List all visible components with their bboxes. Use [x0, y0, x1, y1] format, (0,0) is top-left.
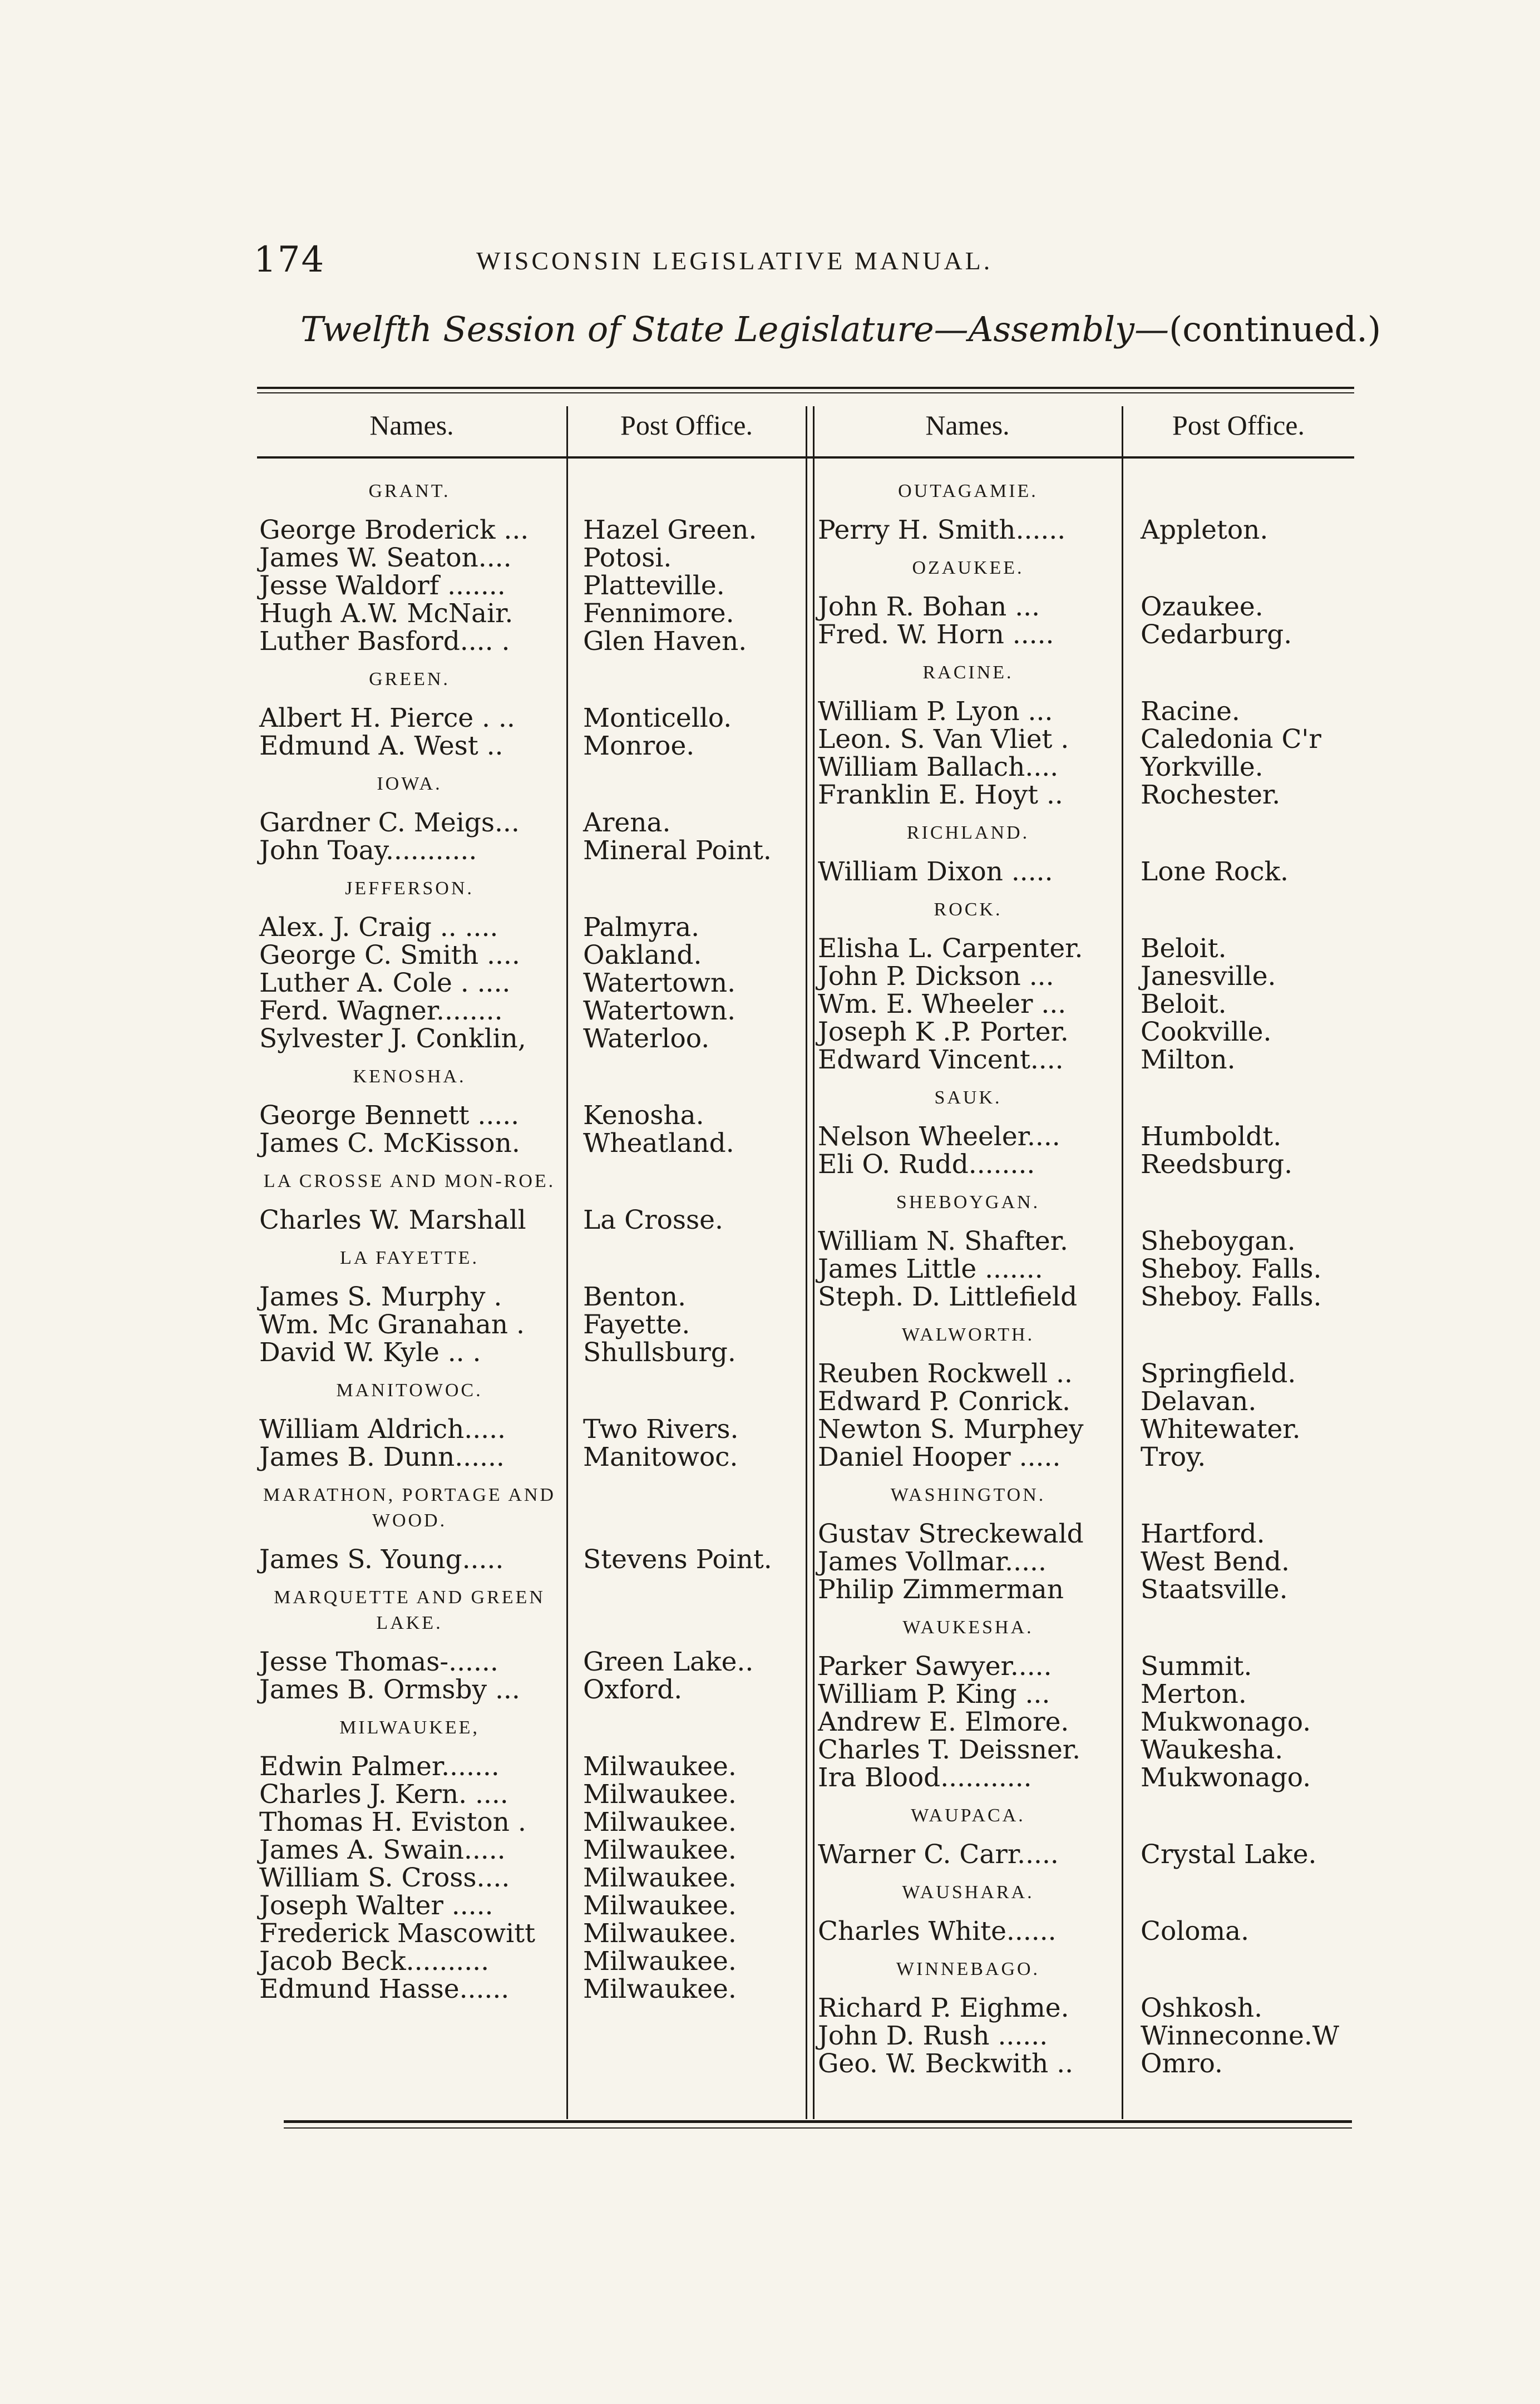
post-office: West Bend. [1141, 1546, 1290, 1577]
member-row [259, 1311, 801, 1339]
post-office: Staatsville. [1141, 1574, 1288, 1605]
post-office: Shullsburg. [583, 1337, 736, 1368]
post-office: Milton. [1141, 1045, 1236, 1075]
post-office: Coloma. [1141, 1916, 1250, 1947]
member-row [818, 1764, 1352, 1792]
header-names-right: Names. [925, 410, 1010, 441]
member-name: James W. Seaton.... [259, 543, 512, 573]
member-name: James A. Swain..... [259, 1835, 506, 1865]
member-name: George Broderick ... [259, 515, 529, 545]
post-office: Milwaukee. [583, 1918, 737, 1949]
post-office: Potosi. [583, 543, 672, 573]
member-name: John R. Bohan ... [818, 592, 1040, 622]
member-name: James Vollmar..... [818, 1546, 1047, 1577]
post-office: Reedsburg. [1141, 1149, 1293, 1180]
member-name: John Toay........... [259, 835, 477, 866]
member-name: Thomas H. Eviston . [259, 1807, 526, 1838]
member-row [818, 1736, 1352, 1764]
member-row [259, 1920, 801, 1948]
member-row [818, 935, 1352, 963]
post-office: Winneconne.W [1141, 2021, 1340, 2051]
county-heading: RACINE. [922, 662, 1014, 683]
post-office: Oxford. [583, 1674, 683, 1705]
member-name: Parker Sawyer..... [818, 1651, 1052, 1682]
county-heading: WAUKESHA. [902, 1617, 1034, 1638]
member-name: James C. McKisson. [259, 1128, 520, 1159]
member-name: Joseph K .P. Porter. [818, 1017, 1069, 1047]
member-name: Newton S. Murphey [818, 1414, 1084, 1445]
member-row [259, 1339, 801, 1367]
member-name: William Aldrich..... [259, 1414, 506, 1445]
post-office: Hartford. [1141, 1519, 1265, 1549]
member-name: Philip Zimmerman [818, 1574, 1064, 1605]
member-name: Hugh A.W. McNair. [259, 598, 514, 629]
member-name: James B. Ormsby ... [259, 1674, 520, 1705]
post-office: Rochester. [1141, 780, 1281, 810]
post-office: Mukwonago. [1141, 1707, 1311, 1737]
member-name: Gardner C. Meigs... [259, 807, 520, 838]
post-office: Two Rivers. [583, 1414, 739, 1445]
post-office: Milwaukee. [583, 1835, 737, 1865]
post-office: Arena. [583, 807, 671, 838]
county-heading: MARATHON, PORTAGE AND WOOD. [263, 1485, 556, 1531]
member-name: Warner C. Carr..... [818, 1839, 1059, 1870]
table-subtitle [300, 309, 1381, 349]
page-number: 174 [254, 239, 325, 280]
member-row [818, 781, 1352, 809]
member-row [259, 1948, 801, 1976]
post-office: Waukesha. [1141, 1735, 1284, 1765]
member-name: Edward Vincent.... [818, 1045, 1064, 1075]
member-name: George Bennett ..... [259, 1100, 520, 1131]
post-office: Cedarburg. [1141, 619, 1292, 650]
member-name: Edmund A. West .. [259, 731, 504, 761]
member-row [259, 705, 801, 732]
member-row [818, 1918, 1352, 1945]
member-row [818, 1708, 1352, 1736]
post-office: Sheboy. Falls. [1141, 1282, 1322, 1312]
member-row [818, 1548, 1352, 1576]
member-name: Charles White...... [818, 1916, 1057, 1947]
member-row [818, 1681, 1352, 1708]
post-office: Benton. [583, 1282, 687, 1312]
member-row [259, 1864, 801, 1892]
member-row [259, 1206, 801, 1234]
right-member-column [818, 479, 1352, 2078]
member-row [259, 1836, 801, 1864]
post-office: Troy. [1141, 1442, 1206, 1472]
page-header [254, 239, 1177, 289]
member-row [259, 1130, 801, 1157]
post-office: Racine. [1141, 696, 1240, 727]
post-office: Springfield. [1141, 1358, 1296, 1389]
member-row [818, 1360, 1352, 1388]
member-row [818, 1520, 1352, 1548]
county-heading: KENOSHA. [353, 1066, 466, 1087]
post-office: Sheboy. Falls. [1141, 1254, 1322, 1284]
post-office: Caledonia C'r [1141, 724, 1321, 755]
member-row [818, 1444, 1352, 1471]
member-name: Richard P. Eighme. [818, 1993, 1069, 2023]
member-name: William Ballach.... [818, 752, 1059, 782]
member-row [818, 621, 1352, 649]
member-name: David W. Kyle .. . [259, 1337, 481, 1368]
member-name: James B. Dunn...... [259, 1442, 505, 1472]
member-row [259, 914, 801, 942]
member-name: Perry H. Smith...... [818, 515, 1066, 545]
county-heading: GRANT. [368, 481, 451, 501]
member-name: Reuben Rockwell .. [818, 1358, 1073, 1389]
member-row [818, 1283, 1352, 1311]
member-name: Charles W. Marshall [259, 1205, 526, 1235]
post-office: Humboldt. [1141, 1121, 1282, 1152]
member-row [259, 572, 801, 600]
table-top-rule [257, 387, 1354, 393]
county-heading: WAUSHARA. [902, 1882, 1034, 1903]
post-office: Summit. [1141, 1651, 1252, 1682]
member-name: Eli O. Rudd........ [818, 1149, 1035, 1180]
member-name: James S. Young..... [259, 1544, 504, 1575]
member-row [259, 628, 801, 656]
member-row [259, 600, 801, 628]
member-row [259, 1648, 801, 1676]
county-heading: WALWORTH. [901, 1324, 1035, 1345]
member-row [818, 516, 1352, 544]
county-heading: LA CROSSE AND MON-ROE. [263, 1171, 556, 1191]
member-name: John P. Dickson ... [818, 961, 1054, 992]
member-row [818, 1994, 1352, 2022]
member-name: Fred. W. Horn ..... [818, 619, 1054, 650]
post-office: Milwaukee. [583, 1807, 737, 1838]
member-name: William P. King ... [818, 1679, 1050, 1710]
post-office: Milwaukee. [583, 1863, 737, 1893]
post-office: Milwaukee. [583, 1974, 737, 2004]
member-row [259, 1892, 801, 1920]
member-name: Luther A. Cole . .... [259, 968, 511, 998]
post-office: Stevens Point. [583, 1544, 772, 1575]
member-row [818, 1653, 1352, 1681]
member-row [818, 1388, 1352, 1416]
member-row [818, 1576, 1352, 1604]
member-name: Steph. D. Littlefield [818, 1282, 1078, 1312]
post-office: Merton. [1141, 1679, 1247, 1710]
member-row [818, 1255, 1352, 1283]
table-bottom-rule [284, 2120, 1352, 2129]
post-office: Omro. [1141, 2048, 1223, 2079]
center-double-divider [806, 406, 815, 2119]
member-row [259, 516, 801, 544]
subtitle-italic: Twelfth Session of State Legislature—Assembly— [300, 309, 1169, 349]
member-row [818, 963, 1352, 991]
member-row [818, 1018, 1352, 1046]
post-office: Sheboygan. [1141, 1226, 1296, 1257]
county-heading: JEFFERSON. [345, 878, 474, 899]
member-name: Charles J. Kern. .... [259, 1779, 509, 1810]
header-post-office-left: Post Office. [620, 410, 753, 441]
post-office: Watertown. [583, 996, 736, 1026]
member-name: Edwin Palmer....... [259, 1751, 500, 1782]
member-row [259, 544, 801, 572]
member-name: Jesse Waldorf ....... [259, 570, 506, 601]
member-row [259, 1976, 801, 2003]
member-name: Sylvester J. Conklin, [259, 1023, 526, 1054]
member-row [259, 1444, 801, 1471]
post-office: Janesville. [1141, 961, 1276, 992]
header-post-office-right: Post Office. [1172, 410, 1305, 441]
member-row [259, 969, 801, 997]
county-heading: ROCK. [934, 899, 1003, 920]
post-office: Wheatland. [583, 1128, 734, 1159]
county-heading: MANITOWOC. [336, 1380, 483, 1401]
header-names-left: Names. [369, 410, 454, 441]
member-row [259, 1416, 801, 1444]
county-heading: OUTAGAMIE. [898, 481, 1038, 501]
post-office: Crystal Lake. [1141, 1839, 1317, 1870]
member-row [259, 942, 801, 969]
post-office: Milwaukee. [583, 1751, 737, 1782]
member-row [818, 753, 1352, 781]
member-row [259, 1283, 801, 1311]
member-row [818, 698, 1352, 726]
member-name: Albert H. Pierce . .. [259, 703, 515, 733]
post-office: Green Lake.. [583, 1647, 754, 1677]
member-row [259, 732, 801, 760]
member-name: Ira Blood........... [818, 1762, 1032, 1793]
member-name: Edmund Hasse...... [259, 1974, 510, 2004]
county-heading: MARQUETTE AND GREEN LAKE. [274, 1587, 545, 1633]
member-name: Franklin E. Hoyt .. [818, 780, 1063, 810]
left-member-column [259, 479, 801, 2003]
member-name: Wm. E. Wheeler ... [818, 989, 1067, 1019]
post-office: Beloit. [1141, 989, 1227, 1019]
member-name: Jesse Thomas-...... [259, 1647, 498, 1677]
member-row [818, 991, 1352, 1018]
post-office: Waterloo. [583, 1023, 710, 1054]
county-heading: OZAUKEE. [912, 558, 1024, 578]
post-office: Monticello. [583, 703, 732, 733]
subtitle-plain: (continued.) [1169, 309, 1381, 349]
member-row [818, 1151, 1352, 1179]
member-row [818, 1228, 1352, 1255]
post-office: Appleton. [1141, 515, 1268, 545]
post-office: Platteville. [583, 570, 725, 601]
member-name: Alex. J. Craig .. .... [259, 912, 498, 943]
member-row [818, 2050, 1352, 2078]
member-row [259, 1809, 801, 1836]
member-name: John D. Rush ...... [818, 2021, 1048, 2051]
member-name: Nelson Wheeler.... [818, 1121, 1060, 1152]
member-name: Frederick Mascowitt [259, 1918, 535, 1949]
county-heading: WASHINGTON. [890, 1485, 1046, 1505]
member-name: William N. Shafter. [818, 1226, 1068, 1257]
post-office: Beloit. [1141, 933, 1227, 964]
member-row [259, 809, 801, 837]
member-name: Luther Basford.... . [259, 626, 510, 657]
post-office: Palmyra. [583, 912, 700, 943]
member-name: Gustav Streckewald [818, 1519, 1084, 1549]
member-row [818, 1046, 1352, 1074]
post-office: Hazel Green. [583, 515, 757, 545]
post-office: Glen Haven. [583, 626, 747, 657]
post-office: Yorkville. [1141, 752, 1263, 782]
member-row [818, 2022, 1352, 2050]
member-name: Geo. W. Beckwith .. [818, 2048, 1074, 2079]
member-name: Jacob Beck.......... [259, 1946, 490, 1977]
county-heading: WINNEBAGO. [896, 1959, 1040, 1979]
member-name: Andrew E. Elmore. [818, 1707, 1069, 1737]
member-row [259, 837, 801, 865]
member-row [259, 1676, 801, 1704]
post-office: Ozaukee. [1141, 592, 1263, 622]
post-office: Whitewater. [1141, 1414, 1301, 1445]
post-office: Kenosha. [583, 1100, 704, 1131]
post-office: Oakland. [583, 940, 702, 971]
post-office: Lone Rock. [1141, 856, 1289, 887]
county-heading: RICHLAND. [906, 822, 1030, 843]
county-heading: SHEBOYGAN. [896, 1192, 1040, 1213]
member-name: Elisha L. Carpenter. [818, 933, 1083, 964]
post-office: Mineral Point. [583, 835, 772, 866]
member-name: Charles T. Deissner. [818, 1735, 1081, 1765]
member-row [259, 1753, 801, 1781]
county-heading: SAUK. [934, 1087, 1002, 1108]
post-office: Milwaukee. [583, 1779, 737, 1810]
member-row [818, 1841, 1352, 1869]
member-name: William Dixon ..... [818, 856, 1053, 887]
member-row [259, 1102, 801, 1130]
post-office: Delavan. [1141, 1386, 1257, 1417]
county-heading: WAUPACA. [911, 1805, 1025, 1826]
member-name: Edward P. Conrick. [818, 1386, 1070, 1417]
county-heading: GREEN. [369, 669, 450, 689]
member-row [818, 858, 1352, 886]
post-office: Mukwonago. [1141, 1762, 1311, 1793]
post-office: Monroe. [583, 731, 695, 761]
member-row [259, 997, 801, 1025]
member-name: Wm. Mc Granahan . [259, 1309, 525, 1340]
post-office: Fayette. [583, 1309, 690, 1340]
member-name: James Little ....... [818, 1254, 1043, 1284]
member-name: William P. Lyon ... [818, 696, 1053, 727]
member-name: William S. Cross.... [259, 1863, 510, 1893]
county-heading: MILWAUKEE, [339, 1717, 480, 1738]
post-office: Milwaukee. [583, 1890, 737, 1921]
member-row [259, 1546, 801, 1574]
post-office: La Crosse. [583, 1205, 723, 1235]
county-heading: LA FAYETTE. [340, 1248, 479, 1268]
post-office: Fennimore. [583, 598, 734, 629]
member-row [259, 1025, 801, 1053]
running-title: WISCONSIN LEGISLATIVE MANUAL. [476, 247, 993, 275]
member-name: James S. Murphy . [259, 1282, 502, 1312]
post-office: Manitowoc. [583, 1442, 738, 1472]
member-row [818, 593, 1352, 621]
post-office: Cookville. [1141, 1017, 1272, 1047]
post-office: Watertown. [583, 968, 736, 998]
member-row [259, 1781, 801, 1809]
post-office: Milwaukee. [583, 1946, 737, 1977]
member-name: George C. Smith .... [259, 940, 520, 971]
member-row [818, 1123, 1352, 1151]
member-name: Daniel Hooper ..... [818, 1442, 1061, 1472]
member-row [818, 1416, 1352, 1444]
member-name: Leon. S. Van Vliet . [818, 724, 1069, 755]
county-heading: IOWA. [377, 774, 442, 794]
member-name: Joseph Walter ..... [259, 1890, 493, 1921]
member-row [818, 726, 1352, 753]
post-office: Oshkosh. [1141, 1993, 1263, 2023]
member-name: Ferd. Wagner........ [259, 996, 503, 1026]
